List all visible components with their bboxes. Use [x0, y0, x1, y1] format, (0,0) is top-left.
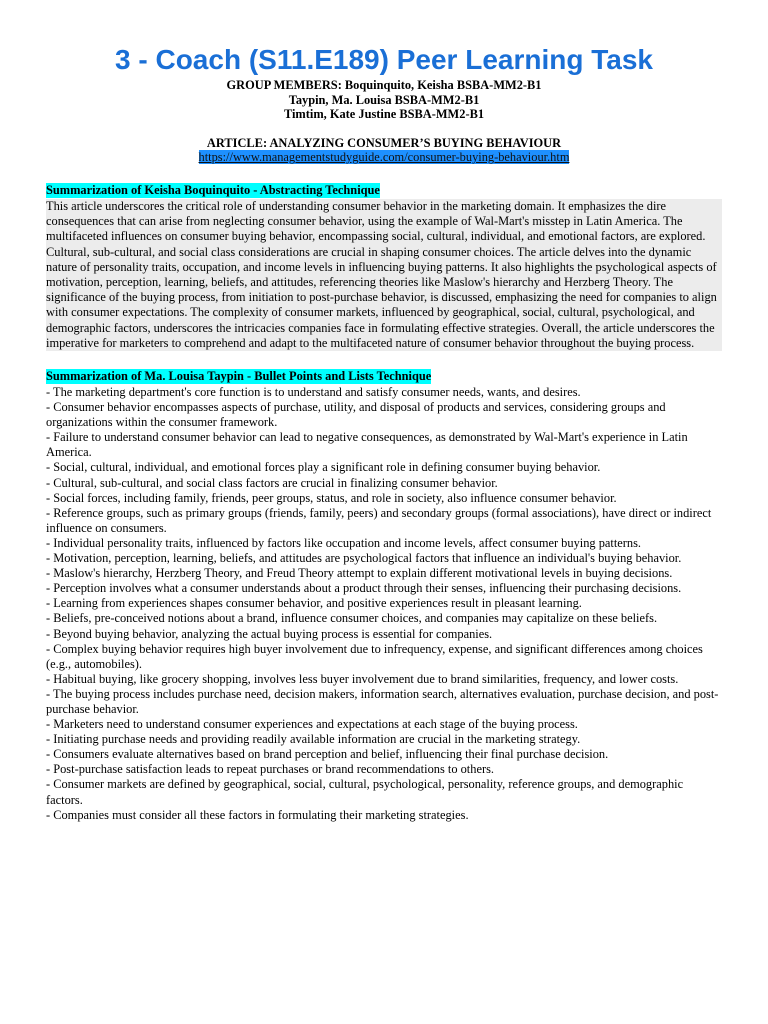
bullet-item: - Maslow's hierarchy, Herzberg Theory, and Freud Theory attempt to explain different motivational levels in buying decisions.: [46, 566, 673, 581]
bullet-item: - Reference groups, such as primary groups (friends, family, peers) and secondary groups (formal associations), have direct or indirect influence on consumers.: [46, 505, 712, 535]
bullet-item: - Perception involves what a consumer understands about a product through their senses, influencing their purchasing decisions.: [46, 581, 682, 596]
bullet-item: - Post-purchase satisfaction leads to repeat purchases or brand recommendations to others.: [46, 762, 494, 777]
member-line: Taypin, Ma. Louisa BSBA-MM2-B1: [288, 92, 480, 107]
bullet-item: - The buying process includes purchase need, decision makers, information search, alternatives evaluation, purchase decision, and post-purchase behavior.: [46, 686, 719, 716]
article-title: ARTICLE: ANALYZING CONSUMER’S BUYING BEHAVIOUR: [206, 135, 562, 150]
section-heading: Summarization of Keisha Boquinquito - Abstracting Technique: [46, 182, 380, 197]
bullet-item: - Marketers need to understand consumer experiences and expectations at each stage of the buying process.: [46, 717, 578, 732]
bullet-list: [46, 385, 722, 823]
bullet-item: - The marketing department's core function is to understand and satisfy consumer needs, wants, and desires.: [46, 385, 581, 399]
article-link[interactable]: https://www.managementstudyguide.com/consumer-buying-behaviour.htm: [198, 150, 570, 165]
bullet-item: - Consumers evaluate alternatives based on brand perception and belief, influencing their final purchase decision.: [46, 747, 609, 762]
member-line: GROUP MEMBERS: Boquinquito, Keisha BSBA-MM2-B1: [226, 78, 542, 92]
bullet-item: - Complex buying behavior requires high buyer involvement due to infrequency, expense, and significant differences among choices (e.g., automobiles).: [46, 641, 703, 671]
section-abstracting: [46, 181, 722, 351]
bullet-item: - Consumer markets are defined by geographical, social, cultural, psychological, personality, reference groups, and demographic factors.: [46, 777, 684, 807]
section-bullets: [46, 367, 722, 823]
bullet-item: - Social forces, including family, friends, peer groups, status, and role in society, also influence consumer behavior.: [46, 490, 617, 505]
section-heading: Summarization of Ma. Louisa Taypin - Bullet Points and Lists Technique: [46, 369, 432, 383]
bullet-item: - Beyond buying behavior, analyzing the actual buying process is essential for companies.: [46, 626, 493, 641]
bullet-item: - Initiating purchase needs and providing readily available information are crucial in the marketing strategy.: [46, 732, 581, 747]
bullet-item: - Individual personality traits, influenced by factors like occupation and income levels, affect consumer buying patterns.: [46, 535, 642, 550]
bullet-item: - Habitual buying, like grocery shopping, involves less buyer involvement due to brand similarities, frequency, and lower costs.: [46, 671, 679, 686]
document-title: 3 - Coach (S11.E189) Peer Learning Task: [115, 44, 653, 75]
bullet-item: - Cultural, sub-cultural, and social class factors are crucial in finalizing consumer behavior.: [46, 475, 498, 490]
bullet-item: - Learning from experiences shapes consumer behavior, and positive experiences result in pleasant learning.: [46, 596, 582, 611]
bullet-item: - Consumer behavior encompasses aspects of purchase, utility, and disposal of products and services, considering groups and organizations within the consumer framework.: [46, 400, 666, 430]
bullet-item: - Beliefs, pre-conceived notions about a brand, influence consumer choices, and companies may capitalize on these beliefs.: [46, 611, 658, 626]
group-members: [46, 78, 722, 122]
member-line: Timtim, Kate Justine BSBA-MM2-B1: [283, 107, 485, 122]
bullet-item: - Failure to understand consumer behavior can lead to negative consequences, as demonstrated by Wal-Mart's experience in Latin America.: [46, 430, 688, 460]
article-link-line: [46, 150, 722, 165]
bullet-item: - Motivation, perception, learning, beliefs, and attitudes are psychological factors that influence an individual's buying behavior.: [46, 551, 682, 566]
bullet-item: - Social, cultural, individual, and emotional forces play a significant role in defining consumer buying behavior.: [46, 460, 601, 475]
summary-paragraph: This article underscores the critical role of understanding consumer behavior in the marketing domain. It emphasizes the dire consequences that can arise from neglecting consumer behavior, using the example of Wal-Mart's misstep in Latin America. The multifaceted influences on consumer buying behavior, encompassing social, cultural, individual, and emotional factors, are explored. Cultural, sub-cultural, and social class considerations are crucial in shaping consumer choices. The article delves into the dynamic nature of personality traits, occupation, and income levels in influencing buying patterns. It also highlights the psychological aspects of motivation, perception, learning, beliefs, and attitudes, referencing theories like Maslow's hierarchy and Herzberg Theory. The significance of the buying process, from initiation to post-purchase behavior, is discussed, emphasizing the need for companies to align with consumer expectations. The complexity of consumer markets, influenced by geographical, social, cultural, psychological, and demographic factors, underscores the intricacies companies face in formulating effective strategies. Overall, the article underscores the imperative for marketers to comprehend and adapt to the multifaceted nature of consumer behavior throughout the buying process.: [46, 199, 722, 351]
bullet-item: - Companies must consider all these factors in formulating their marketing strategies.: [46, 807, 469, 822]
